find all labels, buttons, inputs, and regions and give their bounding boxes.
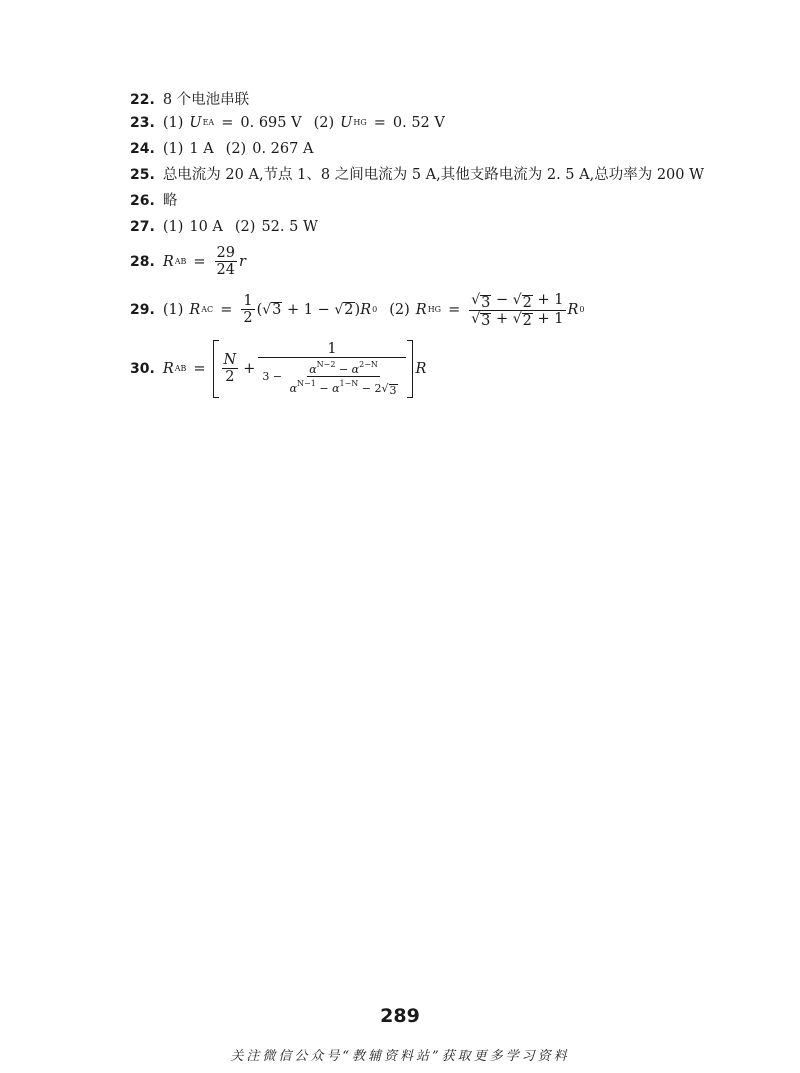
part-label: (1) — [162, 115, 184, 131]
fraction — [241, 294, 254, 326]
answer-text: 略 — [162, 193, 178, 209]
page-number: 289 — [380, 1005, 420, 1027]
variable: U — [189, 115, 202, 131]
answer-number: 24. — [130, 141, 155, 157]
subscript: HG — [427, 305, 442, 314]
answer-number: 28. — [130, 254, 155, 270]
answer-26 — [130, 188, 770, 214]
variable: U — [340, 115, 353, 131]
part-label: (2) — [389, 302, 410, 318]
answer-30 — [130, 336, 770, 402]
equals-sign: = — [448, 302, 461, 318]
variable: r — [239, 254, 246, 270]
answer-number: 30. — [130, 361, 155, 377]
variable: R — [360, 302, 372, 318]
variable: R — [415, 302, 427, 318]
value: 10 A — [189, 219, 223, 235]
fraction — [222, 353, 239, 385]
answer-number: 26. — [130, 193, 155, 209]
part-label: (1) — [162, 302, 184, 318]
answer-number: 22. — [130, 92, 155, 108]
equals-sign: = — [220, 302, 233, 318]
operator: + 1 − — [282, 302, 335, 318]
subscript: AB — [174, 257, 187, 266]
subscript: EA — [202, 118, 215, 127]
answer-text: 8 个电池串联 — [162, 92, 250, 108]
variable: R — [415, 361, 427, 377]
value: 52. 5 W — [261, 219, 318, 235]
answer-25 — [130, 162, 770, 188]
part-label: (2) — [313, 115, 335, 131]
numerator: 1 — [243, 293, 253, 309]
sqrt-3: √ 3 — [262, 302, 282, 318]
sqrt-2: √ 2 — [334, 302, 354, 318]
paren-close: ) — [354, 302, 361, 318]
answer-text: 总电流为 20 A,节点 1、8 之间电流为 5 A,其他支路电流为 2. 5 A,总功率为 200 W — [162, 167, 705, 183]
answer-29 — [130, 284, 770, 336]
footer-note: 关注微信公众号“教辅资料站”获取更多学习资料 — [230, 1049, 570, 1064]
subscript: HG — [353, 118, 367, 127]
answer-28 — [130, 240, 770, 284]
answer-22 — [130, 90, 770, 110]
subscript: 0 — [372, 305, 378, 314]
answer-27 — [130, 214, 770, 240]
denominator: 3 − $\alpha^{N-2} - \alpha^{2-N}$ $\alpha^{N-1} - \alpha^{1-N} - 2$ √ 3 — [262, 360, 397, 397]
answer-24 — [130, 136, 770, 162]
paren-open: ( — [256, 302, 263, 318]
answer-number: 27. — [130, 219, 155, 235]
denominator: 24 — [216, 262, 235, 278]
part-label: (2) — [234, 219, 256, 235]
square-bracket — [213, 340, 413, 398]
part-label: (1) — [162, 141, 184, 157]
part-label: (2) — [225, 141, 247, 157]
fraction — [260, 342, 403, 396]
subscript: AC — [201, 305, 214, 314]
numerator: N — [223, 352, 237, 368]
fraction — [469, 293, 565, 328]
variable: R — [162, 361, 174, 377]
answer-number: 23. — [130, 115, 155, 131]
subscript: AB — [174, 364, 187, 373]
numerator: 1 — [258, 342, 405, 358]
numerator: √ 3 − √ 2 + 1 — [471, 291, 564, 311]
equals-sign: = — [193, 254, 206, 270]
numerator: 29 — [216, 245, 235, 261]
answer-number: 25. — [130, 167, 155, 183]
variable: R — [162, 254, 174, 270]
fraction — [215, 246, 237, 278]
value: 0. 267 A — [252, 141, 314, 157]
answer-number: 29. — [130, 302, 155, 318]
variable: R — [189, 302, 201, 318]
denominator: 2 — [225, 369, 235, 385]
equals-sign: = — [193, 361, 206, 377]
answer-23 — [130, 110, 770, 136]
variable: R — [567, 302, 579, 318]
value: 1 A — [189, 141, 214, 157]
operator: + — [243, 361, 256, 377]
subscript: 0 — [579, 305, 585, 314]
part-label: (1) — [162, 219, 184, 235]
denominator: 2 — [243, 310, 253, 326]
answer-list — [130, 90, 770, 402]
denominator: √ 3 + √ 2 + 1 — [471, 310, 564, 329]
value: 0. 52 V — [392, 115, 445, 131]
equals-sign: = — [221, 115, 234, 131]
equals-sign: = — [373, 115, 386, 131]
value: 0. 695 V — [240, 115, 302, 131]
